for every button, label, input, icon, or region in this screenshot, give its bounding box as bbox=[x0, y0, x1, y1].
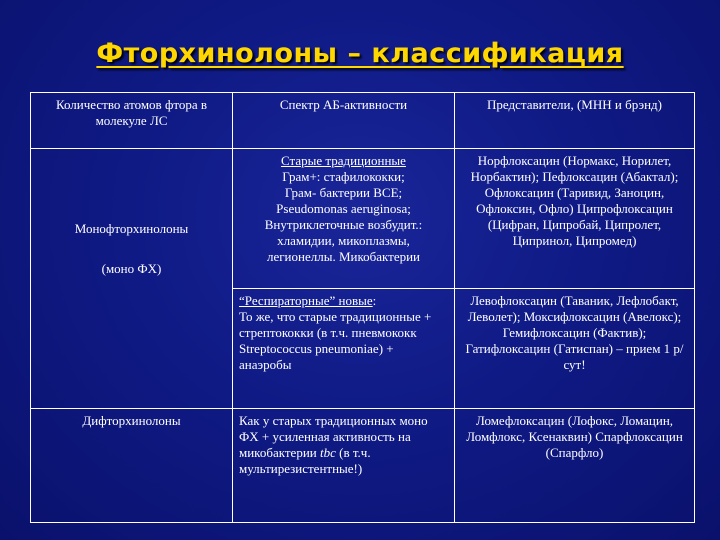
cell-mono-old-spectrum bbox=[233, 149, 455, 289]
resp-heading: “Респираторные” новые bbox=[239, 293, 373, 308]
di-spectrum-pre: Как у старых традиционных моно ФХ + усиленная активность на микобактерии bbox=[239, 413, 428, 460]
old-line: Грам+: стафилококки; bbox=[282, 169, 405, 184]
di-name: Дифторхинолоны bbox=[82, 413, 181, 428]
old-heading: Старые традиционные bbox=[281, 153, 406, 168]
cell-mono-resp-spectrum bbox=[233, 289, 455, 409]
cell-mono-old-reps: Норфлоксацин (Нормакс, Норилет, Норбактин); Пефлоксацин (Абактал); Офлоксацин (Таривид, Заноцин, Офлоксин, Офло) Ципрофлоксацин (Цифран, Ципробай, Ципролет, Ципринол, Ципромед) bbox=[455, 149, 695, 289]
old-line: хламидии, микоплазмы, bbox=[277, 233, 410, 248]
cell-di-class bbox=[31, 409, 233, 523]
old-line: Pseudomonas aeruginosa; bbox=[276, 201, 411, 216]
old-line: Грам- бактерии ВСЕ; bbox=[284, 185, 403, 200]
old-line: Внутриклеточные возбудит.: bbox=[264, 217, 423, 232]
classification-table bbox=[30, 92, 695, 523]
cell-di-spectrum bbox=[233, 409, 455, 523]
resp-text: То же, что старые традиционные + стрептококки (в т.ч. пневмококк Streptococcus pneumoniae) + анаэробы bbox=[239, 309, 432, 372]
slide-title: Фторхинолоны – классификация bbox=[96, 38, 624, 69]
di-spectrum-post: (в т.ч. мультирезистентные!) bbox=[239, 445, 371, 476]
header-row bbox=[31, 93, 695, 149]
row-di bbox=[31, 409, 695, 523]
header-representatives: Представители, (МНН и брэнд) bbox=[455, 93, 695, 149]
old-line: легионеллы. Микобактерии bbox=[266, 249, 421, 264]
header-spectrum: Спектр АБ-активности bbox=[233, 93, 455, 149]
cell-di-reps: Ломефлоксацин (Лофокс, Ломацин, Ломфлокс, Ксенаквин) Спарфлоксацин (Спарфло) bbox=[455, 409, 695, 523]
mono-name: Монофторхинолоны bbox=[74, 221, 189, 236]
mono-abbr: (моно ФХ) bbox=[101, 261, 162, 276]
header-fluorine-count: Количество атомов фтора в молекуле ЛС bbox=[31, 93, 233, 149]
row-mono-old bbox=[31, 149, 695, 289]
di-spectrum-tbc: tbc bbox=[319, 445, 336, 460]
cell-mono-class bbox=[31, 149, 233, 409]
resp-heading-colon: : bbox=[372, 293, 377, 308]
cell-mono-resp-reps: Левофлоксацин (Таваник, Лефлобакт, Леволет); Моксифлоксацин (Авелокс); Гемифлоксацин (Фактив); Гатифлоксацин (Гатиспан) – прием 1 р/сут! bbox=[455, 289, 695, 409]
